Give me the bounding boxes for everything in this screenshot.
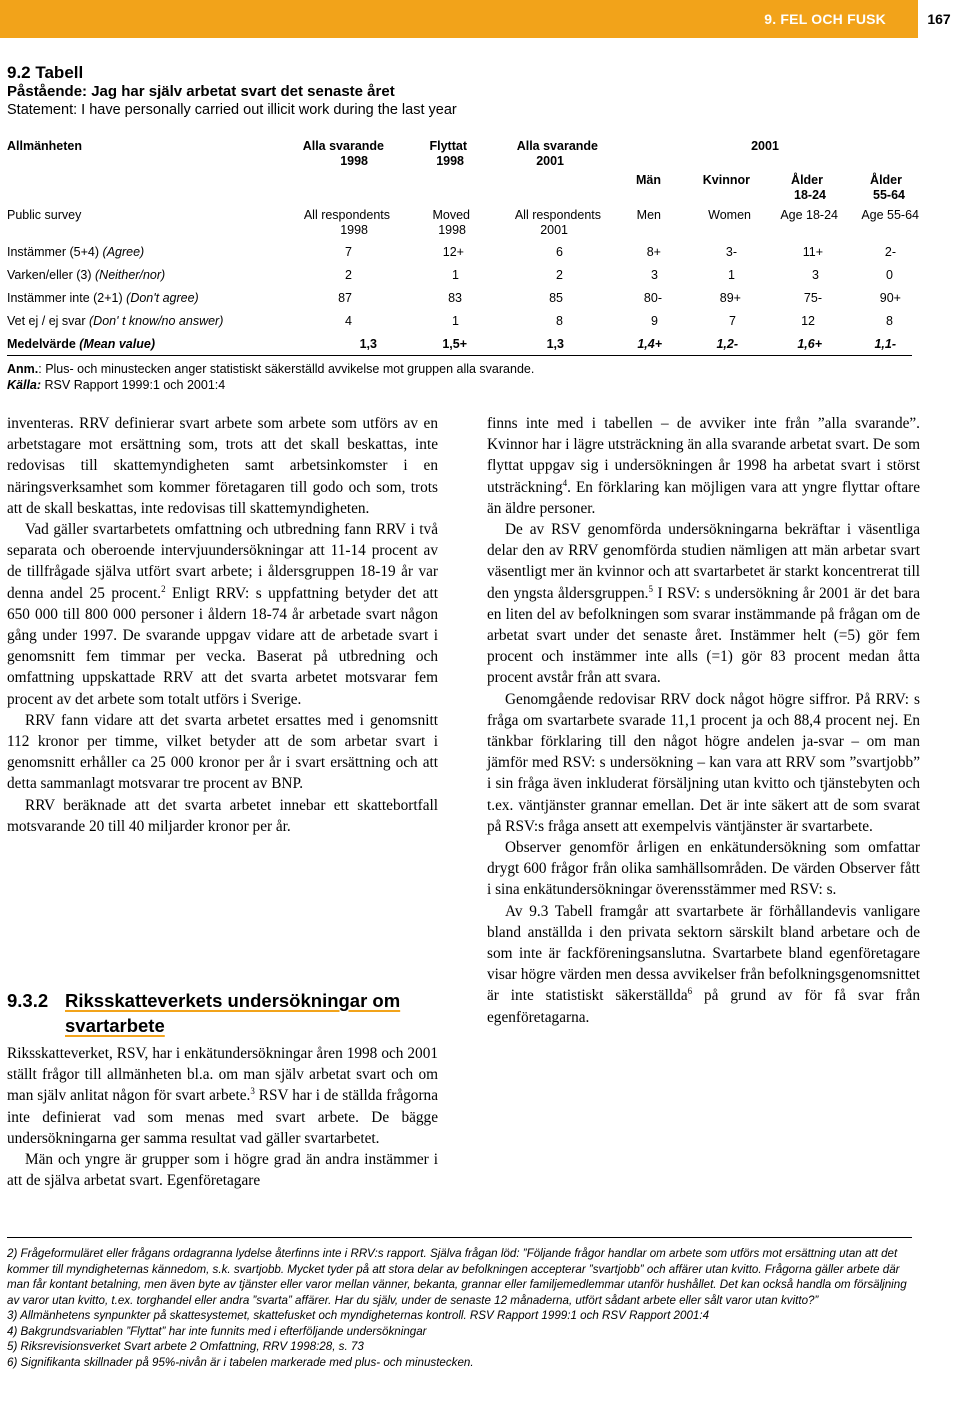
paragraph-text: I RSV: s undersökning år 2001 är det bara en liten del av befolkningen som svarar instämmande på frågan om de arbetat svart under det senaste året. Instämmer helt (=5) gör fem procent och instämmer inte alls (=1) gör 83 procent medan åtta procent avstår från att svara. bbox=[487, 584, 921, 687]
header-all2001-en-year: 2001 bbox=[540, 223, 568, 237]
table-cell: 11+ bbox=[802, 245, 823, 259]
table-subtitle-en: Statement: I have personally carried out illicit work during the last year bbox=[7, 102, 457, 118]
row-label-sv: Vet ej / ej svar bbox=[7, 314, 86, 328]
row-label-en: (Agree) bbox=[102, 245, 145, 259]
footnote-ref: 3 bbox=[250, 1086, 255, 1097]
header-women-sv: Kvinnor bbox=[702, 173, 750, 187]
table-row-label bbox=[7, 291, 199, 306]
section-number: 9.3.2 bbox=[7, 990, 49, 1011]
table-cell: 2 bbox=[345, 268, 352, 282]
table-row-label bbox=[7, 337, 155, 352]
footnote: 5) Riksrevisionsverket Svart arbete 2 Omfattning, RRV 1998:28, s. 73 bbox=[7, 1340, 364, 1353]
row-label-en: (Don' t know/no answer) bbox=[89, 314, 224, 328]
table-cell: 1,2- bbox=[716, 337, 738, 351]
source-text: RSV Rapport 1999:1 och 2001:4 bbox=[41, 378, 226, 392]
table-cell: 9 bbox=[651, 314, 658, 328]
header-age1-sv: Ålder bbox=[791, 173, 823, 187]
paragraph bbox=[487, 901, 920, 1028]
table-row-label bbox=[7, 314, 223, 329]
footnote-ref: 4 bbox=[562, 477, 568, 488]
table-row-label bbox=[7, 245, 144, 260]
paragraph-text: De av RSV genomförda undersökningarna bekräftar i väsentliga delar den av RRV genomförda studien nämligen att män arbetar svart väsentligt mer än kvinnor och att svartarbetet är starkt koncentrerat till den yngsta åldersgruppen. bbox=[487, 521, 920, 602]
table-heading bbox=[7, 63, 907, 120]
table-cell: 4 bbox=[345, 314, 352, 328]
table-cell: 1,1- bbox=[874, 337, 896, 351]
table-notes bbox=[7, 361, 534, 393]
table-cell: 80- bbox=[643, 291, 662, 305]
source-line bbox=[7, 377, 534, 393]
footnote: 6) Signifikanta skillnader på 95%-nivån är i tabelen markerade med plus- och minustecken. bbox=[7, 1355, 474, 1369]
table-cell: 3- bbox=[725, 245, 737, 259]
chapter-header-bar bbox=[0, 0, 918, 38]
header-all2001-year: 2001 bbox=[536, 154, 564, 168]
header-all2001-sv: Alla svarande bbox=[516, 139, 598, 153]
right-column bbox=[487, 413, 920, 1028]
table-cell: 12 bbox=[801, 314, 815, 328]
paragraph bbox=[487, 413, 920, 519]
table-cell: 87 bbox=[338, 291, 352, 305]
row-label-en: (Don't agree) bbox=[126, 291, 199, 305]
page-number: 167 bbox=[927, 11, 951, 27]
row-label-sv: Instämmer inte (2+1) bbox=[7, 291, 123, 305]
paragraph: Observer genomför årligen en enkätundersökning som omfattar drygt 600 frågor från olika samhällsområden. De värden Observer fått i sina enkätundersökningar överensstämmer med RSV: s. bbox=[487, 839, 920, 899]
table-cell: 2 bbox=[556, 268, 563, 282]
paragraph: RRV beräknade att det svarta arbetet innebar ett skattebortfall motsvarande 20 till 40 miljarder kronor per år. bbox=[7, 796, 438, 835]
table-cell: 8 bbox=[886, 314, 893, 328]
paragraph-text: Enligt RRV: s uppfattning betyder det att 650 000 till 800 000 personer i åldern 18-74 år arbetade svart någon gång under 1997. De svarande uppgav vidare att de arbetade svart i genomsnitt fem timmar per vecka. Baserat på utbredning och omfattning uppskattade RRV att det svarta arbetet motsvarar fem procent av det arbete som totalt utförs i Sverige. bbox=[7, 584, 438, 708]
table-cell: 1,3 bbox=[546, 337, 564, 351]
table-cell: 1,6+ bbox=[797, 337, 822, 351]
footnote-ref: 2 bbox=[161, 583, 166, 594]
note-line bbox=[7, 361, 534, 377]
table-cell: 3 bbox=[812, 268, 819, 282]
header-all1998-year: 1998 bbox=[340, 154, 368, 168]
header-women-en: Women bbox=[708, 208, 751, 222]
header-all1998-en: All respondents bbox=[303, 208, 390, 222]
table-cell: 6 bbox=[556, 245, 563, 259]
paragraph-text: Riksskatteverket, RSV, har i enkätundersökningar åren 1998 och 2001 ställt frågor till allmänheten bl.a. om man själv arbetat svart och om man själv anlitat någon för svart arbete. bbox=[7, 1045, 438, 1105]
table-cell: 1 bbox=[728, 268, 735, 282]
header-age2-sv: Ålder bbox=[870, 173, 902, 187]
paragraph bbox=[7, 1043, 438, 1149]
paragraph-text: Vad gäller svartarbetets omfattning och utbredning fann RRV i två separata och oberoende intervjuundersökningar att 11-14 procent av de tillfrågade själva utfört svart arbete; i åldersgruppen 18-19 år var denna andel 25 procent. bbox=[7, 521, 438, 602]
table-subtitle-sv: Påstående: Jag har själv arbetat svart det senaste året bbox=[7, 83, 395, 100]
header-group-sv: Allmänheten bbox=[7, 139, 83, 153]
table-cell: 8 bbox=[556, 314, 563, 328]
header-age2-range: 55-64 bbox=[873, 188, 905, 202]
table-cell: 7 bbox=[729, 314, 736, 328]
footnote: 4) Bakgrundsvariablen ”Flyttat” har inte funnits med i efterföljande undersökningar bbox=[7, 1324, 427, 1338]
paragraph-text: . En förklaring kan möjligen vara att yngre flyttar oftare än äldre personer. bbox=[487, 478, 920, 517]
table-cell: 90+ bbox=[879, 291, 901, 305]
paragraph: inventeras. RRV definierar svart arbete som arbete som utförs av en arbetstagare mot ersättning som, trots att det skall beskattas, inte redovisas till skattemyndigheten samt arbetsinkomster i en näringsverksamhet som kommer företagaren till godo och som, trots att de skall beskattas, inte redovisas till skattemyndigheten. bbox=[7, 415, 438, 517]
header-men-en: Men bbox=[636, 208, 661, 222]
paragraph: Genomgående redovisar RRV dock något högre siffror. På RRV: s fråga om svartarbete svarade 11,1 procent ja och 88,4 procent nej. En tänkbar förklaring till den något högre andelen ja-svar – om man jämför med RSV: s undersökning – kan vara att RRV som ”svartjobb” i sin fråga även inkluderat försäljning utan kvitto och tjänstebyten och t.ex. väntjänster grannar emellan. Det är inte säkert att de som svarat på RSV:s fråga ansett att exempelvis väntjänster är svartarbete. bbox=[487, 690, 920, 835]
left-column-top bbox=[7, 413, 438, 837]
row-label-sv: Varken/eller (3) bbox=[7, 268, 92, 282]
table-cell: 1 bbox=[452, 268, 459, 282]
header-age2-en: Age 55-64 bbox=[861, 208, 919, 222]
row-label-en: (Neither/nor) bbox=[95, 268, 166, 282]
footnote-ref: 6 bbox=[687, 986, 693, 997]
table-title: 9.2 Tabell bbox=[7, 63, 84, 82]
paragraph-text: Av 9.3 Tabell framgår att svartarbete är förhållandevis vanligare bland anställda i den privata sektorn särskilt bland arbetare och de som inte är fackföreningsanslutna. Svartarbete bland egenföretagare visar högre värden men dessa avvikelser från befolkningsgenomsnittet är inte statistiskt säkerställda bbox=[487, 902, 920, 1005]
header-moved-year: 1998 bbox=[436, 154, 464, 168]
footnotes bbox=[7, 1246, 919, 1370]
table-cell: 89+ bbox=[719, 291, 741, 305]
table-cell: 1 bbox=[452, 314, 459, 328]
table-cell: 7 bbox=[345, 245, 352, 259]
header-age1-en: Age 18-24 bbox=[780, 208, 838, 222]
footnote: 3) Allmänhetens synpunkter på skattesystemet, skattefusket och myndigheternas kontroll. RSV Rapport 1999:1 och RSV Rapport 2001:4 bbox=[7, 1309, 710, 1322]
table-cell: 3 bbox=[651, 268, 658, 282]
header-men-sv: Män bbox=[636, 173, 661, 187]
header-age1-range: 18-24 bbox=[794, 188, 826, 202]
header-all1998-sv: Alla svarande bbox=[302, 139, 384, 153]
row-label-sv: Instämmer (5+4) bbox=[7, 245, 100, 259]
section-title: Riksskatteverkets undersökningar om svartarbete bbox=[65, 990, 401, 1036]
left-column-bottom bbox=[7, 1043, 438, 1191]
note-label: Anm. bbox=[7, 362, 39, 376]
table-cell: 1,3 bbox=[359, 337, 377, 351]
row-label-en: (Mean value) bbox=[79, 337, 155, 351]
header-all2001-en: All respondents bbox=[514, 208, 601, 222]
section-heading bbox=[7, 988, 445, 1038]
table-cell: 2- bbox=[884, 245, 896, 259]
header-moved-en: Moved bbox=[432, 208, 470, 222]
table-cell: 1,5+ bbox=[442, 337, 467, 351]
header-moved-sv: Flyttat bbox=[429, 139, 467, 153]
paragraph-text: RSV har i de ställda frågorna inte definierat vad som menas med svart arbete. De bägge undersökningarna ger samma resultat vad gäller svartarbetet. bbox=[7, 1087, 438, 1147]
table-row-label bbox=[7, 268, 165, 283]
paragraph bbox=[7, 519, 438, 710]
paragraph-text: finns inte med i tabellen – de avviker inte från ”alla svarande”. Kvinnor har i lägre utsträckning än alla svarande arbetat svart. De som flyttat uppgav sig i undersökningen år 1998 ha arbetat svart i störst utsträckning bbox=[487, 415, 920, 496]
table-cell: 12+ bbox=[442, 245, 464, 259]
source-label: Källa: bbox=[7, 378, 42, 392]
chapter-title: 9. FEL OCH FUSK bbox=[764, 11, 886, 27]
header-group-en: Public survey bbox=[7, 208, 82, 222]
header-all1998-en-year: 1998 bbox=[340, 223, 368, 237]
table-cell: 0 bbox=[886, 268, 893, 282]
row-label-sv: Medelvärde bbox=[7, 337, 76, 351]
header-moved-en-year: 1998 bbox=[438, 223, 466, 237]
table-bottom-rule bbox=[7, 355, 912, 356]
footnote-ref: 5 bbox=[648, 583, 653, 594]
header-year2001: 2001 bbox=[751, 139, 779, 153]
note-text: : Plus- och minustecken anger statistiskt säkerställd avvikelse mot gruppen alla svarande. bbox=[38, 362, 535, 376]
footnote: 2) Frågeformuläret eller frågans ordagranna lydelse återfinns inte i RRV:s rapport. Själva frågan löd: ”Följande frågor handlar om arbete som utförs mot ersättning utan att det kommer till myndigheternas kännedom, s.k. svartjobb. Mycket tyder på att stora delar av befolkningen accepterar ”svartjobb” och affärer utan kvitto. Frågorna gäller arbete där man får kontant betalning, men även byte av tjänster eller varor mellan vänner, bekanta, grannar eller familjemedlemmar utanför hushållet. Det kan också handla om försäljning av varor utan kvitto, t.ex. torghandel eller andra ”svarta” affärer. Har du själv, under de senaste 12 månaderna, utfört sådant arbete eller sålt varor utan kvitto?” bbox=[7, 1247, 907, 1307]
table-cell: 83 bbox=[448, 291, 462, 305]
table-cell: 1,4+ bbox=[637, 337, 662, 351]
table-cell: 75- bbox=[803, 291, 822, 305]
table-cell: 8+ bbox=[646, 245, 661, 259]
paragraph: Män och yngre är grupper som i högre grad än andra instämmer i att de själva arbetat svart. Egenföretagare bbox=[7, 1151, 438, 1190]
footnote-rule bbox=[7, 1237, 912, 1238]
paragraph: RRV fann vidare att det svarta arbetet ersattes med i genomsnitt 112 kronor per timme, vilket betyder att de som arbetar svart i genomsnitt erhåller ca 25 000 kronor per år i svart ersättning och att detta sammanlagt motsvarar tre procent av BNP. bbox=[7, 711, 438, 793]
table-cell: 85 bbox=[549, 291, 563, 305]
paragraph-text: på grund av för få svar från egenföretagarna. bbox=[487, 987, 920, 1026]
paragraph bbox=[487, 519, 920, 689]
